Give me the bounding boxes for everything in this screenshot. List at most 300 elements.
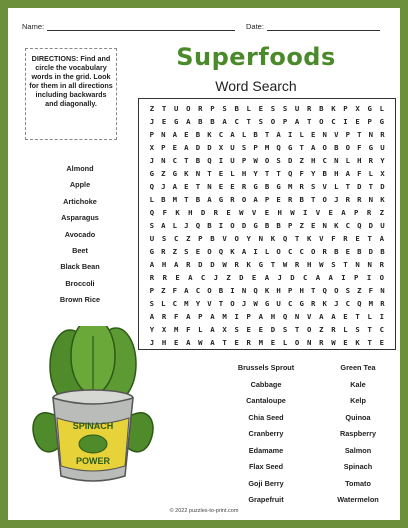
vocab-word: Kelp	[350, 396, 366, 405]
grid-letter: R	[149, 273, 155, 282]
grid-letter: N	[195, 169, 201, 178]
grid-letter: A	[222, 117, 227, 126]
grid-letter: I	[287, 130, 293, 139]
grid-letter: A	[186, 312, 191, 321]
grid-letter: D	[357, 182, 362, 191]
grid-letter: K	[246, 260, 251, 269]
grid-letter: E	[251, 273, 257, 282]
grid-letter: O	[311, 247, 316, 256]
grid-letter: Z	[299, 221, 304, 230]
grid-letter: G	[367, 104, 372, 113]
vocab-word: Beet	[72, 245, 88, 255]
grid-letter: T	[264, 169, 270, 178]
grid-letter: P	[282, 117, 288, 126]
grid-letter: L	[241, 130, 247, 139]
grid-letter: O	[207, 286, 212, 295]
grid-letter: J	[334, 195, 339, 204]
grid-letter: T	[311, 286, 316, 295]
grid-letter: M	[222, 312, 227, 321]
grid-letter: L	[299, 130, 304, 139]
vocab-word: Quinoa	[345, 412, 371, 422]
grid-letter: A	[241, 247, 247, 256]
grid-letter: M	[172, 195, 178, 204]
grid-letter: R	[162, 273, 167, 282]
grid-letter: O	[334, 286, 339, 295]
grid-letter: O	[234, 234, 239, 243]
grid-letter: F	[357, 169, 362, 178]
grid-letter: E	[379, 338, 384, 347]
grid-letter: M	[287, 182, 293, 191]
grid-letter: E	[311, 221, 316, 230]
grid-letter: S	[270, 104, 276, 113]
grid-letter: O	[241, 195, 247, 204]
vocab-word: Brown Rice	[59, 295, 101, 305]
grid-letter: H	[357, 156, 362, 165]
grid-letter: P	[210, 104, 215, 113]
grid-letter: D	[290, 273, 295, 282]
grid-letter: T	[307, 117, 312, 126]
grid-letter: A	[230, 130, 235, 139]
grid-row	[141, 180, 393, 193]
grid-letter: S	[184, 247, 189, 256]
grid-letter: Z	[149, 104, 155, 113]
grid-letter: S	[149, 299, 154, 308]
grid-letter: G	[253, 182, 258, 191]
grid-letter: P	[287, 221, 293, 230]
grid-row	[141, 167, 393, 180]
grid-letter: R	[331, 325, 336, 334]
grid-letter: A	[294, 117, 300, 126]
vocab-word: Artichoke	[63, 196, 97, 206]
grid-letter: T	[367, 325, 372, 334]
grid-letter: B	[210, 117, 215, 126]
grid-letter: F	[172, 286, 178, 295]
grid-letter: D	[239, 273, 244, 282]
grid-letter: D	[207, 143, 212, 152]
grid-letter: E	[276, 195, 281, 204]
grid-letter: J	[241, 299, 247, 308]
grid-letter: A	[188, 273, 193, 282]
grid-letter: Z	[226, 273, 231, 282]
grid-letter: R	[241, 182, 247, 191]
grid-letter: K	[175, 208, 180, 217]
grid-letter: N	[241, 286, 247, 295]
grid-letter: W	[239, 208, 244, 217]
grid-letter: K	[334, 221, 339, 230]
grid-letter: E	[355, 234, 360, 243]
grid-letter: R	[234, 260, 239, 269]
grid-letter: W	[282, 260, 288, 269]
grid-letter: C	[302, 273, 308, 282]
grid-letter: W	[290, 208, 295, 217]
grid-letter: G	[173, 117, 179, 126]
grid-letter: A	[210, 312, 215, 321]
grid-letter: F	[299, 169, 304, 178]
grid-letter: A	[258, 312, 264, 321]
grid-letter: B	[334, 143, 339, 152]
vocab-word: Apple	[69, 180, 91, 190]
grid-letter: A	[315, 273, 321, 282]
grid-letter: R	[299, 182, 304, 191]
grid-letter: F	[368, 286, 374, 295]
grid-row	[141, 258, 393, 271]
grid-letter: F	[331, 234, 336, 243]
grid-letter: S	[234, 325, 239, 334]
grid-letter: O	[319, 117, 324, 126]
grid-letter: B	[195, 195, 201, 204]
grid-letter: Y	[246, 234, 251, 243]
grid-letter: J	[161, 182, 166, 191]
grid-letter: H	[161, 260, 167, 269]
grid-letter: N	[161, 156, 166, 165]
grid-letter: D	[380, 182, 385, 191]
grid-letter: Q	[218, 247, 224, 256]
grid-letter: T	[367, 338, 372, 347]
grid-letter: Z	[379, 208, 384, 217]
grid-letter: P	[264, 195, 270, 204]
grid-letter: K	[322, 299, 327, 308]
grid-letter: B	[161, 195, 166, 204]
grid-letter: M	[173, 325, 179, 334]
grid-letter: O	[230, 299, 235, 308]
grid-letter: O	[207, 247, 212, 256]
grid-letter: P	[343, 104, 348, 113]
grid-letter: P	[161, 143, 166, 152]
vocab-word: Kale	[350, 379, 366, 389]
grid-letter: D	[368, 247, 374, 256]
grid-letter: T	[299, 143, 304, 152]
grid-letter: I	[218, 156, 224, 165]
grid-row	[141, 245, 393, 258]
grid-letter: E	[328, 208, 333, 217]
grid-letter: X	[380, 169, 385, 178]
grid-letter: J	[277, 273, 282, 282]
grid-letter: U	[149, 234, 155, 243]
grid-letter: B	[380, 247, 385, 256]
vocab-word: Black Bean	[60, 262, 100, 272]
grid-letter: R	[380, 299, 385, 308]
grid-letter: L	[264, 247, 270, 256]
grid-row	[141, 206, 393, 219]
grid-letter: I	[302, 208, 308, 217]
grid-letter: E	[226, 208, 231, 217]
grid-letter: T	[195, 182, 201, 191]
grid-letter: A	[210, 325, 215, 334]
grid-letter: B	[319, 104, 324, 113]
grid-letter: U	[276, 299, 281, 308]
grid-letter: A	[186, 117, 191, 126]
date-field[interactable]	[246, 22, 380, 31]
grid-letter: Q	[287, 169, 293, 178]
grid-letter: V	[222, 234, 227, 243]
grid-letter: E	[264, 208, 270, 217]
grid-letter: S	[161, 234, 167, 243]
grid-letter: F	[186, 325, 191, 334]
grid-letter: P	[367, 117, 372, 126]
grid-letter: J	[149, 117, 155, 126]
grid-letter: N	[307, 338, 312, 347]
grid-letter: A	[331, 312, 336, 321]
copyright-footer: © 2022 puzzles-to-print.com	[169, 508, 239, 514]
grid-letter: L	[172, 221, 178, 230]
grid-row	[141, 336, 393, 349]
grid-letter: C	[287, 299, 293, 308]
grid-letter: C	[331, 117, 336, 126]
grid-letter: B	[234, 104, 239, 113]
grid-letter: K	[307, 234, 312, 243]
grid-letter: C	[218, 130, 224, 139]
grid-letter: S	[258, 117, 264, 126]
grid-letter: I	[341, 273, 346, 282]
grid-letter: E	[343, 312, 348, 321]
can-text-spinach: SPINACH	[72, 421, 114, 431]
grid-row	[141, 128, 393, 141]
grid-letter: E	[234, 338, 239, 347]
grid-letter: S	[276, 156, 281, 165]
grid-letter: L	[379, 104, 384, 113]
grid-row	[141, 310, 393, 323]
grid-letter: I	[218, 221, 224, 230]
grid-letter: R	[319, 338, 324, 347]
grid-letter: V	[315, 208, 321, 217]
grid-letter: U	[380, 143, 385, 152]
grid-letter: A	[341, 208, 346, 217]
can-leaf-icon	[79, 435, 107, 453]
vocab-word: Green Tea	[340, 363, 376, 372]
grid-letter: N	[334, 156, 339, 165]
puzzle-subtitle: Word Search	[215, 78, 297, 94]
grid-letter: A	[319, 312, 324, 321]
grid-letter: T	[357, 130, 362, 139]
grid-letter: B	[299, 195, 304, 204]
grid-letter: H	[188, 208, 193, 217]
grid-letter: J	[213, 273, 219, 282]
grid-letter: A	[328, 273, 333, 282]
grid-letter: L	[334, 182, 339, 191]
grid-letter: U	[230, 156, 235, 165]
grid-letter: G	[149, 247, 154, 256]
vocab-word: Cranberry	[248, 429, 284, 438]
grid-letter: L	[149, 195, 154, 204]
grid-letter: Q	[276, 143, 281, 152]
grid-letter: M	[258, 338, 264, 347]
grid-letter: L	[368, 169, 374, 178]
grid-letter: U	[380, 221, 385, 230]
grid-letter: H	[311, 156, 316, 165]
grid-letter: R	[294, 260, 300, 269]
grid-letter: G	[287, 143, 293, 152]
vocab-word: Asparagus	[61, 213, 99, 223]
vocab-word: Tomato	[345, 478, 371, 488]
grid-letter: Y	[380, 156, 385, 165]
grid-letter: P	[241, 156, 247, 165]
grid-letter: O	[379, 273, 384, 282]
grid-letter: A	[253, 195, 258, 204]
grid-letter: E	[258, 104, 264, 113]
vocab-word: Goji Berry	[248, 478, 284, 488]
grid-letter: T	[218, 299, 224, 308]
grid-letter: A	[264, 273, 270, 282]
grid-letter: U	[294, 104, 300, 113]
grid-letter: O	[264, 156, 270, 165]
grid-letter: L	[343, 325, 348, 334]
grid-letter: E	[355, 117, 360, 126]
grid-letter: R	[213, 208, 219, 217]
grid-letter: T	[345, 182, 350, 191]
grid-letter: H	[307, 260, 312, 269]
grid-letter: E	[218, 169, 224, 178]
grid-letter: D	[210, 260, 215, 269]
grid-letter: A	[311, 143, 316, 152]
grid-letter: K	[184, 169, 189, 178]
grid-letter: A	[161, 221, 166, 230]
grid-letter: A	[345, 169, 350, 178]
grid-letter: P	[253, 143, 258, 152]
vocab-word: Salmon	[344, 445, 372, 455]
vocab-word: Cabbage	[250, 379, 282, 389]
grid-letter: W	[198, 338, 203, 347]
grid-letter: P	[287, 286, 293, 295]
grid-letter: O	[294, 338, 300, 347]
grid-letter: W	[222, 260, 227, 269]
grid-letter: O	[186, 104, 191, 113]
grid-letter: X	[161, 325, 167, 334]
grid-letter: O	[230, 221, 235, 230]
vocab-word: Flax Seed	[248, 462, 284, 471]
vocab-word: Brussels Sprout	[237, 363, 295, 372]
grid-letter: D	[287, 156, 293, 165]
grid-letter: Y	[311, 169, 316, 178]
grid-row	[141, 193, 393, 206]
grid-letter: V	[319, 234, 324, 243]
grid-letter: K	[264, 286, 270, 295]
grid-letter: U	[230, 143, 235, 152]
grid-row	[141, 154, 393, 167]
grid-letter: E	[195, 247, 201, 256]
name-line	[47, 22, 235, 31]
grid-letter: A	[184, 286, 189, 295]
grid-letter: L	[345, 156, 350, 165]
vocab-word: Almond	[66, 164, 94, 173]
date-line	[267, 22, 380, 31]
grid-letter: J	[184, 221, 189, 230]
grid-letter: I	[343, 117, 348, 126]
grid-letter: E	[173, 338, 179, 347]
grid-letter: F	[162, 208, 167, 217]
grid-letter: C	[345, 299, 350, 308]
grid-letter: R	[307, 104, 312, 113]
grid-letter: N	[294, 312, 300, 321]
word-list-left	[40, 161, 120, 309]
grid-letter: Z	[186, 234, 191, 243]
grid-letter: X	[355, 104, 360, 113]
grid-letter: A	[210, 338, 215, 347]
grid-letter: E	[172, 143, 178, 152]
worksheet-page	[8, 8, 400, 520]
grid-letter: E	[270, 338, 276, 347]
grid-letter: B	[264, 182, 270, 191]
grid-letter: Q	[282, 312, 288, 321]
grid-letter: S	[345, 286, 350, 295]
vocab-word: Cantaloupe	[246, 396, 286, 405]
grid-letter: T	[355, 312, 360, 321]
grid-letter: V	[207, 299, 212, 308]
grid-letter: V	[307, 312, 312, 321]
grid-letter: O	[345, 143, 350, 152]
grid-letter: S	[355, 325, 360, 334]
grid-letter: T	[368, 182, 374, 191]
grid-letter: H	[276, 286, 281, 295]
grid-letter: A	[173, 260, 179, 269]
grid-letter: N	[367, 260, 372, 269]
grid-letter: T	[222, 338, 227, 347]
grid-letter: I	[234, 312, 239, 321]
grid-letter: Z	[161, 286, 166, 295]
grid-letter: R	[230, 195, 235, 204]
grid-letter: D	[241, 221, 247, 230]
grid-letter: Q	[149, 208, 155, 217]
grid-letter: N	[322, 221, 327, 230]
grid-letter: H	[241, 169, 247, 178]
grid-letter: E	[161, 117, 167, 126]
grid-letter: C	[200, 273, 206, 282]
grid-letter: A	[276, 130, 281, 139]
grid-letter: U	[173, 104, 179, 113]
grid-letter: I	[230, 286, 235, 295]
grid-letter: S	[311, 182, 316, 191]
grid-letter: R	[198, 104, 203, 113]
vocab-word: Grapefruit	[248, 495, 284, 504]
grid-letter: L	[161, 299, 166, 308]
grid-letter: G	[264, 299, 270, 308]
grid-letter: T	[184, 156, 189, 165]
grid-letter: Z	[299, 156, 304, 165]
grid-letter: V	[322, 182, 327, 191]
grid-letter: B	[195, 130, 201, 139]
grid-letter: T	[207, 169, 212, 178]
grid-letter: W	[331, 338, 336, 347]
grid-letter: B	[218, 286, 224, 295]
grid-letter: L	[230, 169, 235, 178]
grid-letter: G	[218, 195, 224, 204]
grid-letter: R	[161, 247, 166, 256]
grid-letter: P	[354, 208, 359, 217]
grid-letter: Y	[149, 325, 155, 334]
grid-letter: P	[354, 273, 359, 282]
name-field[interactable]	[22, 22, 235, 31]
grid-letter: I	[253, 247, 258, 256]
grid-letter: W	[253, 299, 258, 308]
grid-letter: N	[355, 260, 360, 269]
grid-letter: C	[172, 299, 178, 308]
grid-letter: R	[161, 312, 167, 321]
grid-letter: G	[379, 117, 384, 126]
grid-letter: B	[253, 130, 258, 139]
grid-letter: B	[198, 117, 203, 126]
vocab-word: Chia Seed	[248, 412, 284, 422]
grid-letter: R	[322, 247, 327, 256]
grid-letter: C	[345, 221, 350, 230]
grid-row	[141, 232, 393, 245]
grid-letter: F	[173, 312, 179, 321]
grid-letter: E	[184, 130, 189, 139]
grid-row	[141, 115, 393, 128]
grid-letter: N	[368, 130, 374, 139]
grid-letter: R	[368, 156, 374, 165]
grid-letter: K	[331, 104, 336, 113]
vocab-word: Watermelon	[337, 495, 379, 504]
grid-letter: T	[294, 234, 300, 243]
